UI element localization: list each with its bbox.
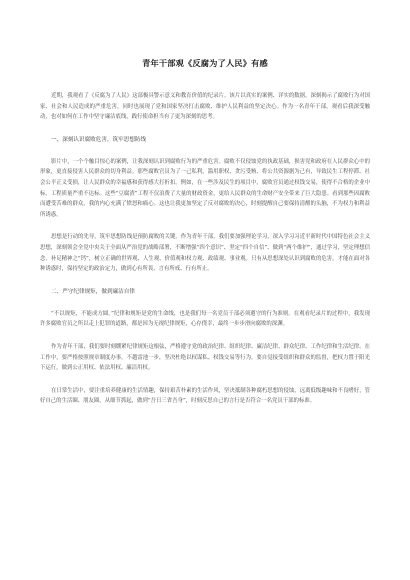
document-title: 青年干部观《反腐为了人民》有感	[142, 58, 268, 68]
section-heading: 一、深刻认识腐败危害，筑牢思想防线	[51, 136, 147, 143]
body-paragraph: 思想是行动的先导，筑牢思想防线是预防腐败的关键。作为青年干部，我们要加强理论学习，深入学习习近平新时代中国特色社会主义思想，深刻领会全党中央关于全面从严治党的战略部署，不断增强“四个意识”、坚定“四个自信”、做到“两个维护”，通过学习，坚定理想信念，补足精神之“钙”，树立正确的世界观、人生观、价值观和权力观、政绩观、事业观。只有从思想深处认识到腐败的危害，才能在面对各种诱惑时，保持坚定的政治定力，做到心有所畏、言有所戒、行有所止。	[40, 234, 370, 273]
body-paragraph: 作为青年干部，我们要时刻绷紧纪律规矩这根弦，严格遵守党的政治纪律、组织纪律、廉洁纪律、群众纪律、工作纪律和生活纪律。在工作中，要严格按照规章制度办事，不越雷池一步，坚决杜绝以权谋私、权钱交易等行为。要自觉接受组织和群众的监督，把权力置于阳光下运行，做到公正用权、依法用权、廉洁用权。	[40, 343, 370, 372]
body-paragraph: “不以规矩，不能成方圆。”纪律和规矩是党的生命线，也是我们每一名党员干部必须遵守的行为准则。在观看纪录片的过程中，我发现许多腐败官员之所以走上犯罪的道路，都是因为无视纪律规矩，心存侥幸，最终一步步滑向腐败的深渊。	[40, 310, 370, 328]
body-paragraph: 在日常生活中，要注重培养健康的生活情趣，保持艰苦朴素的生活作风，坚决抵制各种腐朽思想的侵蚀，远离低级趣味和不良嗜好，管好自己的生活圈、朋友圈，从细节抓起，做到“吾日三省吾身”，时刻反思自己的言行是否符合一名党员干部的标准。	[40, 387, 370, 405]
section-heading: 二、严守纪律规矩，做到廉洁自律	[51, 288, 135, 295]
body-paragraph: 影片中，一个个触目惊心的案例，让我深刻认识到腐败行为的严重危害。腐败不仅侵蚀党的执政基础，损害党和政府在人民群众心中的形象，更直接侵害人民群众的切身利益。那些腐败官员为了一己私利，滥用职权、贪污受贿，将公共资源据为己有，导致民生工程停滞、社会公平正义受损，让人民群众的幸福感和获得感大打折扣。例如，在一些涉及民生的项目中，腐败官员通过权钱交易，使得不合格的企业中标，工程质量严重不达标。这些“豆腐渣”工程不仅浪费了大量的财政资金，更给人民群众的生命财产安全带来了巨大隐患。看到那些因腐败而遭受苦难的群众，我的内心充满了愤怒和痛心。这也让我更加坚定了反对腐败的决心，时刻提醒自己要保持清醒的头脑，不为权力和利益所诱惑。	[40, 158, 370, 218]
body-paragraph: 近期，我观看了《反腐为了人民》这部极具警示意义和教育价值的纪录片。该片以真实的案例、详实的数据，深刻揭示了腐败行为对国家、社会和人民造成的严重危害。同时也展现了党和国家坚决打击腐败、维护人民利益的坚定决心。作为一名青年干部，观看后我深受触动，也对如何在工作中坚守廉洁底线，践行使命担当有了更为深刻的思考。	[40, 93, 370, 121]
document-body	[40, 91, 370, 407]
